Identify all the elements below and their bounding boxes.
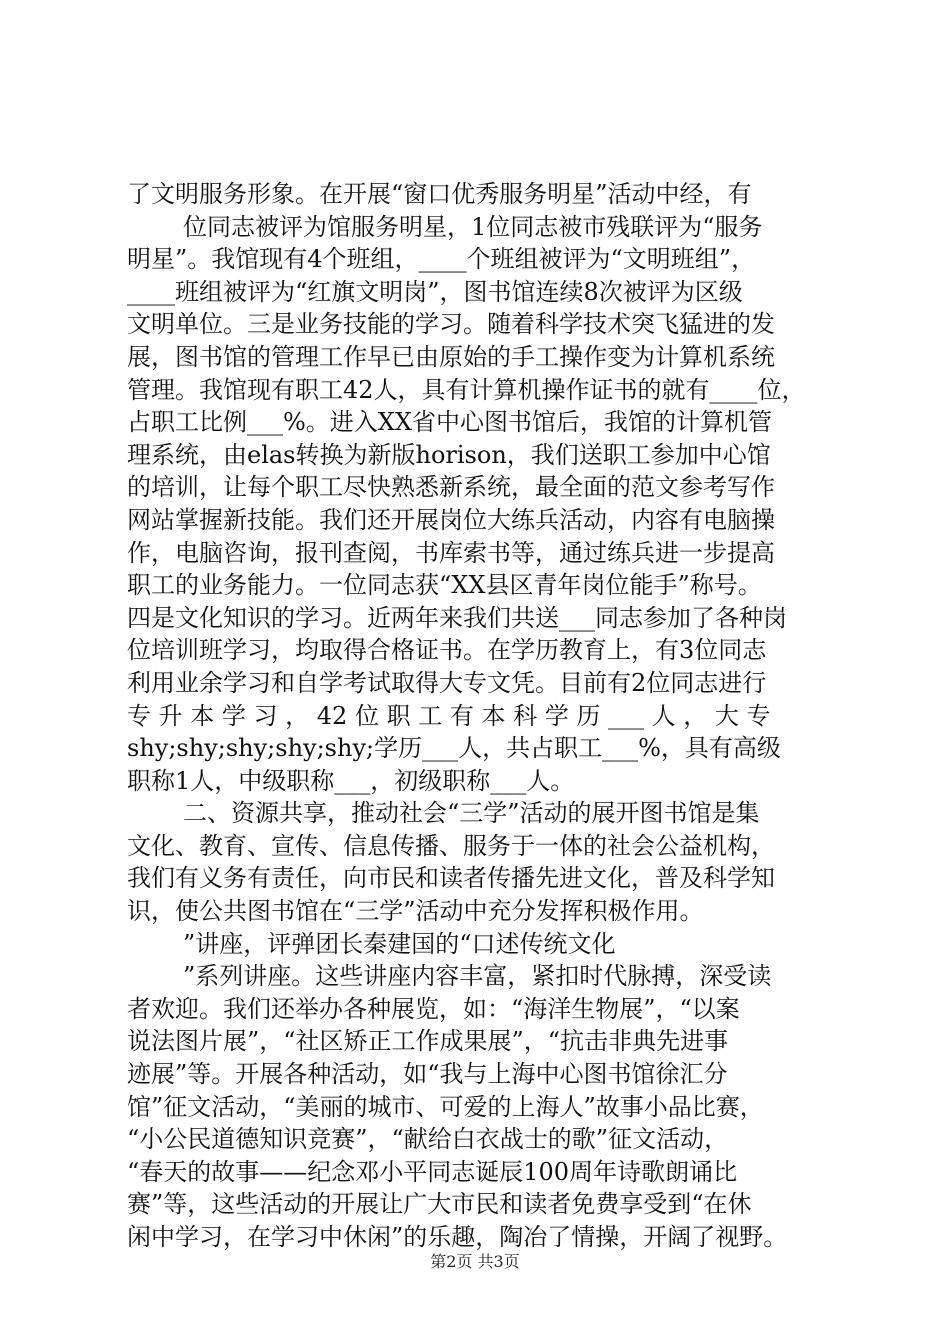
text-line: 展，图书馆的管理工作早已由原始的手工操作变为计算机系统 xyxy=(127,342,775,371)
section-heading-line: 二、资源共享，推动社会“三学”活动的展开图书馆是集 xyxy=(183,799,760,828)
text-line: shy;shy;shy;shy;shy;学历___人，共占职工___%，具有高级 xyxy=(127,734,781,763)
text-line: 说法图片展”，“社区矫正工作成果展”，“抗击非典先进事 xyxy=(127,1027,729,1056)
text-line: 职工的业务能力。一位同志获“XX县区青年岗位能手”称号。 xyxy=(127,571,762,600)
text-line: 的培训，让每个职工尽快熟悉新系统，最全面的范文参考写作 xyxy=(127,473,775,502)
body-text xyxy=(127,178,827,1254)
text-line: “小公民道德知识竞赛”，“献给白衣战士的歌”征文活动， xyxy=(127,1125,729,1154)
page-number-footer: 第2页 共3页 xyxy=(430,1252,520,1271)
text-line: 迹展”等。开展各种活动，如“我与上海中心图书馆徐汇分 xyxy=(127,1060,728,1089)
text-line: 职称1人，中级职称___，初级职称___人。 xyxy=(127,766,575,795)
text-line: 网站掌握新技能。我们还开展岗位大练兵活动，内容有电脑操 xyxy=(127,505,775,534)
text-line: 四是文化知识的学习。近两年来我们共送___同志参加了各种岗 xyxy=(127,603,787,632)
text-line: 作，电脑咨询，报刊查阅，书库索书等，通过练兵进一步提高 xyxy=(127,538,775,567)
text-line: 识，使公共图书馆在“三学”活动中充分发挥积极作用。 xyxy=(127,897,704,926)
text-line: “春天的故事——纪念邓小平同志诞辰100周年诗歌朗诵比 xyxy=(127,1157,738,1186)
text-line: 赛”等，这些活动的开展让广大市民和读者免费享受到“在休 xyxy=(127,1190,752,1219)
text-line: 文明单位。三是业务技能的学习。随着科学技术突飞猛进的发 xyxy=(127,310,775,339)
text-line: 位培训班学习，均取得合格证书。在学历教育上，有3位同志 xyxy=(127,636,767,665)
text-line: 文化、教育、宣传、信息传播、服务于一体的社会公益机构， xyxy=(127,831,775,860)
text-line: 位同志被评为馆服务明星，1位同志被市残联评为“服务 xyxy=(183,212,763,241)
text-line: 明星”。我馆现有4个班组，____个班组被评为“文明班组”， xyxy=(127,245,756,274)
text-line: 者欢迎。我们还举办各种展览，如：“海洋生物展”，“以案 xyxy=(127,994,740,1023)
text-line: 馆”征文活动，“美丽的城市、可爱的上海人”故事小品比赛， xyxy=(127,1092,764,1121)
text-line: ____班组被评为“红旗文明岗”，图书馆连续8次被评为区级 xyxy=(127,277,743,306)
text-line: 占职工比例___%。进入XX省中心图书馆后，我馆的计算机管 xyxy=(127,408,772,437)
text-line: ”讲座，评弹团长秦建国的“口述传统文化 xyxy=(183,929,616,958)
text-line: 利用业余学习和自学考试取得大专文凭。目前有2位同志进行 xyxy=(127,668,767,697)
text-line: 闲中学习，在学习中休闲”的乐趣，陶冶了情操，开阔了视野。 xyxy=(127,1223,788,1251)
text-line: 理系统，由elas转换为新版horison，我们送职工参加中心馆 xyxy=(127,440,771,469)
text-line: ”系列讲座。这些讲座内容丰富，紧扣时代脉搏，深受读 xyxy=(183,962,772,991)
text-line: 管理。我馆现有职工42人，具有计算机操作证书的就有____位， xyxy=(127,375,806,404)
text-line: 专 升 本 学 习 ， 42 位 职 工 有 本 科 学 历 ___ 人 ， 大 专 xyxy=(127,701,771,730)
text-line: 了文明服务形象。在开展“窗口优秀服务明星”活动中经，有 xyxy=(127,180,752,208)
text-line: 我们有义务有责任，向市民和读者传播先进文化，普及科学知 xyxy=(127,864,775,893)
